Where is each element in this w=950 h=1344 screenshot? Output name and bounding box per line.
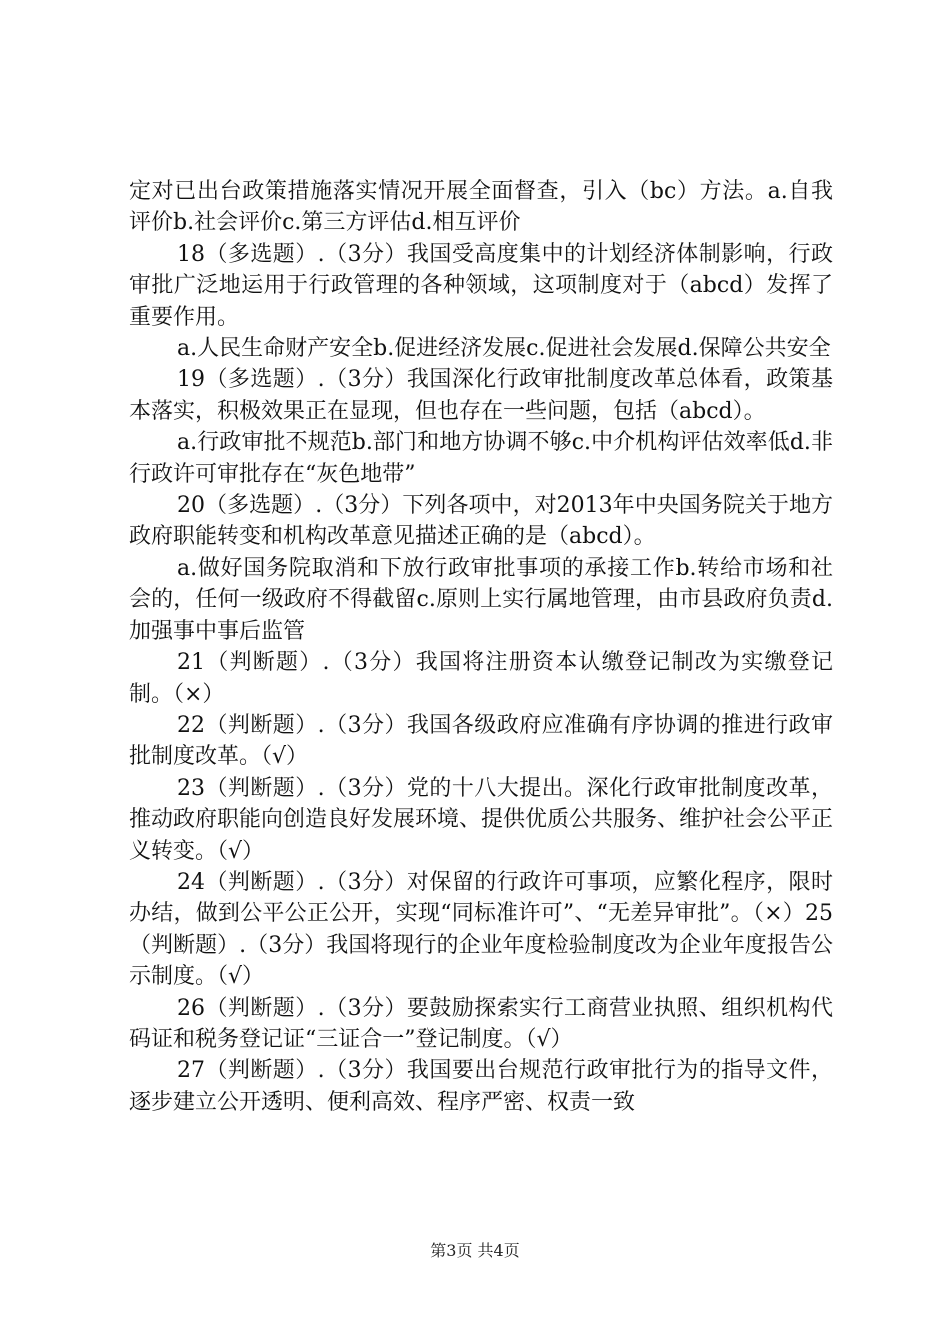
paragraph: 26（判断题）.（3分）要鼓励探索实行工商营业执照、组织机构代码证和税务登记证“三证合一”登记制度。（√）	[129, 995, 833, 1052]
paragraph: 22（判断题）.（3分）我国各级政府应准确有序协调的推进行政审批制度改革。（√）	[129, 712, 833, 770]
paragraph: a.做好国务院取消和下放行政审批事项的承接工作b.转给市场和社会的，任何一级政府不得截留c.原则上实行属地管理，由市县政府负责d.加强事中事后监管	[129, 555, 833, 644]
paragraph: 18（多选题）.（3分）我国受高度集中的计划经济体制影响，行政审批广泛地运用于行政管理的各种领域，这项制度对于（abcd）发挥了重要作用。	[129, 241, 833, 330]
paragraph: 20（多选题）.（3分）下列各项中，对2013年中央国务院关于地方政府职能转变和机构改革意见描述正确的是（abcd）。	[129, 493, 833, 550]
paragraph: a.人民生命财产安全b.促进经济发展c.促进社会发展d.保障公共安全	[177, 336, 831, 362]
document-body	[129, 176, 833, 1118]
paragraph: a.行政审批不规范b.部门和地方协调不够c.中介机构评估效率低d.非行政许可审批存在“灰色地带”	[129, 430, 833, 487]
paragraph: 23（判断题）.（3分）党的十八大提出。深化行政审批制度改革，推动政府职能向创造良好发展环境、提供优质公共服务、维护社会公平正义转变。（√）	[129, 775, 834, 864]
paragraph: 定对已出台政策措施落实情况开展全面督查，引入（bc）方法。a.自我评价b.社会评价c.第三方评估d.相互评价	[129, 179, 833, 236]
paragraph: 19（多选题）.（3分）我国深化行政审批制度改革总体看，政策基本落实，积极效果正在显现，但也存在一些问题，包括（abcd）。	[129, 367, 833, 424]
page-footer: 第3页 共4页	[430, 1241, 520, 1260]
paragraph: 27（判断题）.（3分）我国要出台规范行政审批行为的指导文件，逐步建立公开透明、便利高效、程序严密、权责一致	[129, 1058, 833, 1115]
paragraph: 21（判断题）.（3分）我国将注册资本认缴登记制改为实缴登记制。（×）	[129, 650, 833, 707]
paragraph: 24（判断题）.（3分）对保留的行政许可事项，应繁化程序，限时办结，做到公平公正公开，实现“同标准许可”、“无差异审批”。（×）25（判断题）.（3分）我国将现行的企业年度检验制度改为企业年度报告公示制度。（√）	[129, 869, 833, 990]
